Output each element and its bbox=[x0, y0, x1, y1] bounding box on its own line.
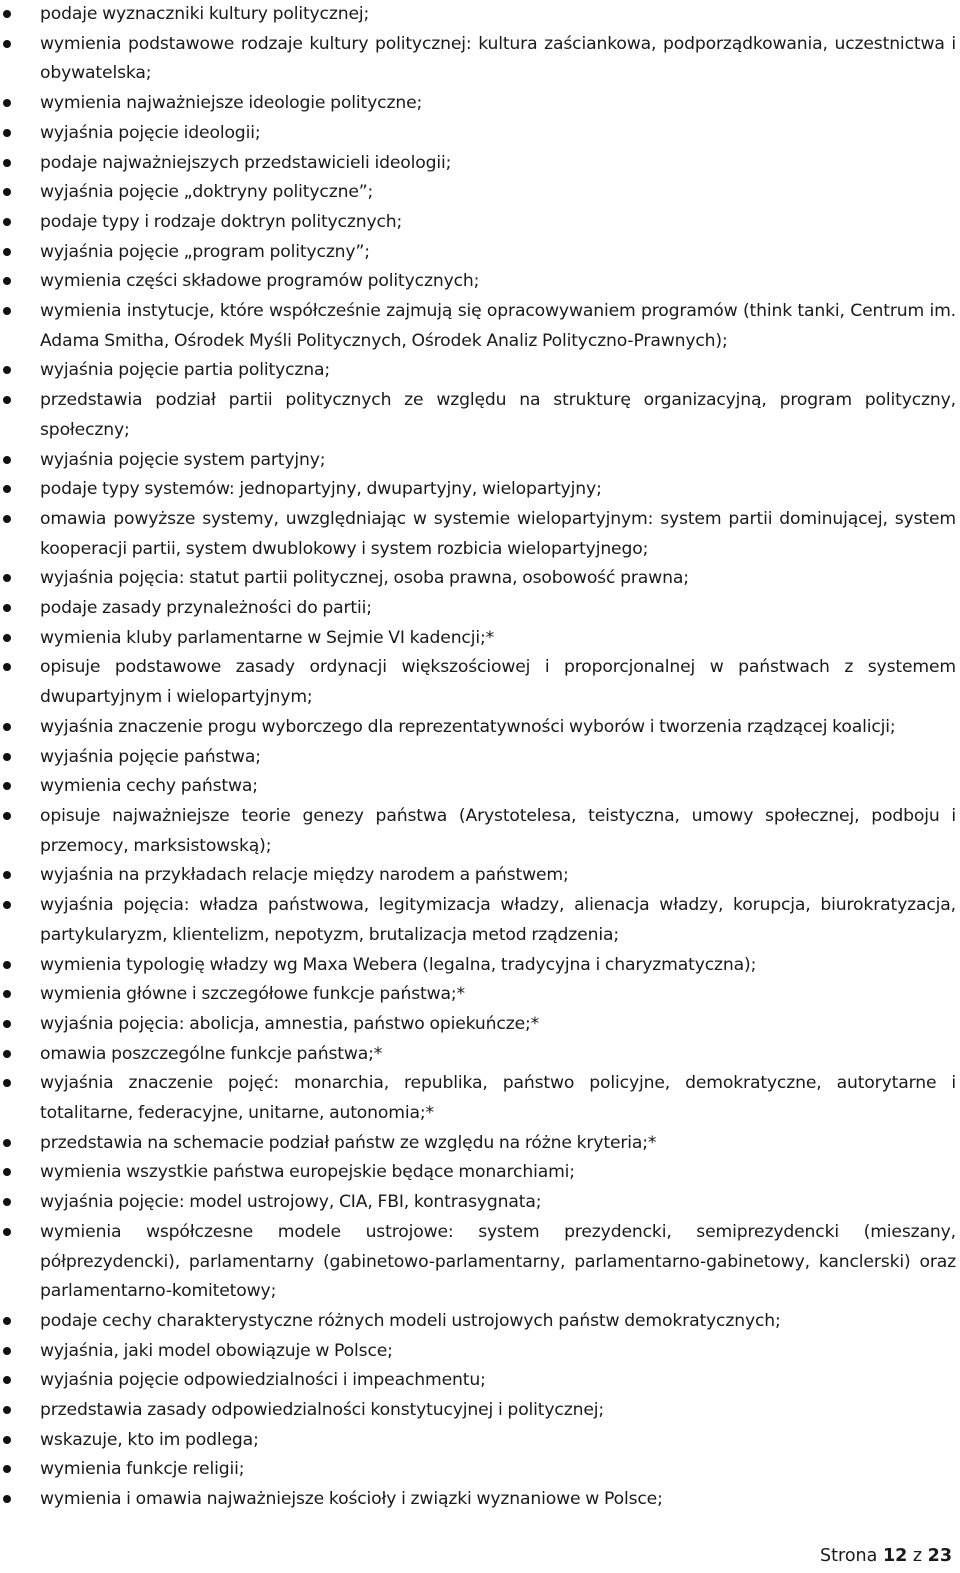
bullet-icon bbox=[3, 1050, 11, 1058]
bullet-icon bbox=[3, 485, 11, 493]
bullet-icon bbox=[3, 1406, 11, 1414]
bullet-icon bbox=[3, 515, 11, 523]
list-item bbox=[0, 30, 960, 89]
bullet-icon bbox=[3, 396, 11, 404]
list-item-text: wyjaśnia pojęcie: model ustrojowy, CIA, FBI, kontrasygnata; bbox=[40, 1192, 542, 1213]
list-item bbox=[0, 1040, 960, 1070]
list-item-text: wyjaśnia pojęcia: abolicja, amnestia, państwo opiekuńcze;* bbox=[40, 1013, 540, 1034]
bullet-icon bbox=[3, 129, 11, 137]
list-item bbox=[0, 386, 960, 445]
list-item-text: wyjaśnia pojęcie „program polityczny”; bbox=[40, 241, 370, 262]
list-item-text: opisuje podstawowe zasady ordynacji większościowej i proporcjonalnej w państwach z systemem dwupartyjnym i wielopartyjnym; bbox=[40, 657, 956, 708]
list-item bbox=[0, 1218, 960, 1307]
list-item-text: podaje najważniejszych przedstawicieli ideologii; bbox=[40, 152, 452, 173]
bullet-icon bbox=[3, 663, 11, 671]
list-item-text: wyjaśnia, jaki model obowiązuje w Polsce; bbox=[40, 1340, 393, 1361]
list-item-text: wyjaśnia pojęcie państwa; bbox=[40, 746, 261, 767]
bullet-icon bbox=[3, 1376, 11, 1384]
list-item-text: omawia poszczególne funkcje państwa;* bbox=[40, 1043, 383, 1064]
list-item-text: wymienia główne i szczegółowe funkcje państwa;* bbox=[40, 984, 465, 1005]
list-item-text: wyjaśnia pojęcie ideologii; bbox=[40, 122, 261, 143]
list-item bbox=[0, 0, 960, 30]
list-item bbox=[0, 564, 960, 594]
list-item bbox=[0, 1426, 960, 1456]
list-item bbox=[0, 178, 960, 208]
list-item bbox=[0, 267, 960, 297]
bullet-icon bbox=[3, 1020, 11, 1028]
bullet-icon bbox=[3, 1465, 11, 1473]
list-item bbox=[0, 1010, 960, 1040]
list-item-text: podaje wyznaczniki kultury politycznej; bbox=[40, 4, 370, 24]
list-item-text: wymienia funkcje religii; bbox=[40, 1459, 245, 1480]
list-item-text: wymienia typologię władzy wg Maxa Webera (legalna, tradycyjna i charyzmatyczna); bbox=[40, 954, 757, 975]
bullet-icon bbox=[3, 782, 11, 790]
list-item-text: wyjaśnia pojęcie partia polityczna; bbox=[40, 360, 331, 381]
list-item bbox=[0, 446, 960, 476]
list-item-text: wyjaśnia pojęcie odpowiedzialności i impeachmentu; bbox=[40, 1370, 486, 1391]
list-item-text: podaje cechy charakterystyczne różnych modeli ustrojowych państw demokratycznych; bbox=[40, 1310, 781, 1331]
list-item bbox=[0, 1485, 960, 1515]
bullet-icon bbox=[3, 307, 11, 315]
list-item bbox=[0, 980, 960, 1010]
list-item bbox=[0, 951, 960, 981]
list-item-text: wymienia współczesne modele ustrojowe: system prezydencki, semiprezydencki (mieszany, półprezydencki), parlamentarny (gabinetowo-parlamentarny, parlamentarno-gabinetowy, kanclerski) oraz parlamentarno-komitetowy; bbox=[40, 1221, 956, 1302]
list-item bbox=[0, 356, 960, 386]
bullet-icon bbox=[3, 99, 11, 107]
list-item bbox=[0, 505, 960, 564]
list-item bbox=[0, 1069, 960, 1128]
bullet-icon bbox=[3, 1347, 11, 1355]
list-item bbox=[0, 119, 960, 149]
bullet-icon bbox=[3, 990, 11, 998]
bullet-icon bbox=[3, 634, 11, 642]
bullet-icon bbox=[3, 574, 11, 582]
list-item-text: wymienia najważniejsze ideologie polityczne; bbox=[40, 93, 423, 114]
list-item-text: wymienia i omawia najważniejsze kościoły i związki wyznaniowe w Polsce; bbox=[40, 1489, 663, 1510]
page-label: Strona bbox=[820, 1546, 878, 1566]
bullet-icon bbox=[3, 1436, 11, 1444]
list-item-text: wskazuje, kto im podlega; bbox=[40, 1429, 259, 1450]
bullet-icon bbox=[3, 1228, 11, 1236]
bullet-icon bbox=[3, 871, 11, 879]
list-item-text: podaje typy i rodzaje doktryn politycznych; bbox=[40, 211, 403, 232]
bullet-icon bbox=[3, 188, 11, 196]
list-item bbox=[0, 208, 960, 238]
bullet-icon bbox=[3, 901, 11, 909]
list-item bbox=[0, 713, 960, 743]
bullet-icon bbox=[3, 40, 11, 48]
list-item bbox=[0, 743, 960, 773]
list-item-text: wyjaśnia pojęcia: władza państwowa, legitymizacja władzy, alienacja władzy, korupcja, biurokratyzacja, partykularyzm, klientelizm, nepotyzm, brutalizacja metod rządzenia; bbox=[40, 895, 956, 945]
list-item-text: wymienia instytucje, które współcześnie zajmują się opracowywaniem programów (think tanki, Centrum im. Adama Smitha, Ośrodek Myśli Politycznych, Ośrodek Analiz Polityczno-Prawnych); bbox=[40, 301, 956, 351]
list-item bbox=[0, 89, 960, 119]
list-item-text: przedstawia na schemacie podział państw ze względu na różne kryteria;* bbox=[40, 1132, 657, 1153]
bullet-icon bbox=[3, 159, 11, 167]
bullet-icon bbox=[3, 218, 11, 226]
bullet-icon bbox=[3, 753, 11, 761]
list-item bbox=[0, 624, 960, 654]
list-item-text: wyjaśnia pojęcie system partyjny; bbox=[40, 449, 326, 470]
list-item bbox=[0, 1455, 960, 1485]
list-item-text: przedstawia podział partii politycznych ze względu na strukturę organizacyjną, program polityczny, społeczny; bbox=[40, 390, 956, 440]
list-item bbox=[0, 861, 960, 891]
list-item bbox=[0, 1366, 960, 1396]
list-item bbox=[0, 1129, 960, 1159]
list-item bbox=[0, 1158, 960, 1188]
list-item bbox=[0, 891, 960, 950]
list-item-text: wyjaśnia znaczenie progu wyborczego dla reprezentatywności wyborów i tworzenia rządzącej koalicji; bbox=[40, 716, 896, 737]
list-item-text: wyjaśnia pojęcie „doktryny polityczne”; bbox=[40, 182, 374, 203]
bullet-icon bbox=[3, 248, 11, 256]
list-item-text: omawia powyższe systemy, uwzględniając w systemie wielopartyjnym: system partii dominującej, system kooperacji partii, system dwublokowy i system rozbicia wielopartyjnego; bbox=[40, 508, 956, 559]
list-item-text: wyjaśnia pojęcia: statut partii politycznej, osoba prawna, osobowość prawna; bbox=[40, 568, 689, 589]
list-item-text: podaje zasady przynależności do partii; bbox=[40, 598, 372, 619]
list-item bbox=[0, 297, 960, 356]
bullet-icon bbox=[3, 812, 11, 820]
list-item-text: wymienia wszystkie państwa europejskie będące monarchiami; bbox=[40, 1162, 575, 1183]
list-item-text: przedstawia zasady odpowiedzialności konstytucyjnej i politycznej; bbox=[40, 1400, 605, 1421]
bullet-icon bbox=[3, 1168, 11, 1176]
list-item-text: opisuje najważniejsze teorie genezy państwa (Arystotelesa, teistyczna, umowy społecznej, podboju i przemocy, marksistowską); bbox=[40, 805, 956, 856]
list-item-text: wymienia cechy państwa; bbox=[40, 776, 258, 797]
bullet-icon bbox=[3, 723, 11, 731]
list-item bbox=[0, 772, 960, 802]
bullet-icon bbox=[3, 604, 11, 612]
page-number-footer bbox=[820, 1543, 952, 1569]
list-item bbox=[0, 1396, 960, 1426]
list-item bbox=[0, 802, 960, 861]
bullet-icon bbox=[3, 1139, 11, 1147]
list-item bbox=[0, 238, 960, 268]
list-item-text: wymienia podstawowe rodzaje kultury politycznej: kultura zaściankowa, podporządkowania, uczestnictwa i obywatelska; bbox=[40, 33, 956, 84]
bullet-icon bbox=[3, 366, 11, 374]
bullet-icon bbox=[3, 1495, 11, 1503]
list-item-text: wymienia kluby parlamentarne w Sejmie VI kadencji;* bbox=[40, 627, 495, 648]
list-item-text: wyjaśnia znaczenie pojęć: monarchia, republika, państwo policyjne, demokratyczne, autorytarne i totalitarne, federacyjne, unitarne, autonomia;* bbox=[40, 1073, 956, 1124]
total-page-number: 23 bbox=[927, 1546, 952, 1566]
list-item bbox=[0, 1337, 960, 1367]
list-item bbox=[0, 1188, 960, 1218]
bullet-icon bbox=[3, 1317, 11, 1325]
list-item bbox=[0, 1307, 960, 1337]
list-item-text: wymienia części składowe programów politycznych; bbox=[40, 271, 480, 292]
current-page-number: 12 bbox=[882, 1546, 908, 1566]
list-item bbox=[0, 594, 960, 624]
bullet-icon bbox=[3, 961, 11, 969]
page-separator: z bbox=[912, 1546, 923, 1566]
bullet-icon bbox=[3, 10, 11, 18]
bullet-icon bbox=[3, 1198, 11, 1206]
bullet-icon bbox=[3, 1079, 11, 1087]
list-item-text: podaje typy systemów: jednopartyjny, dwupartyjny, wielopartyjny; bbox=[40, 479, 602, 500]
list-item bbox=[0, 475, 960, 505]
bullet-icon bbox=[3, 456, 11, 464]
list-item bbox=[0, 653, 960, 712]
list-item bbox=[0, 149, 960, 179]
bullet-icon bbox=[3, 277, 11, 285]
list-item-text: wyjaśnia na przykładach relacje między narodem a państwem; bbox=[40, 865, 569, 886]
